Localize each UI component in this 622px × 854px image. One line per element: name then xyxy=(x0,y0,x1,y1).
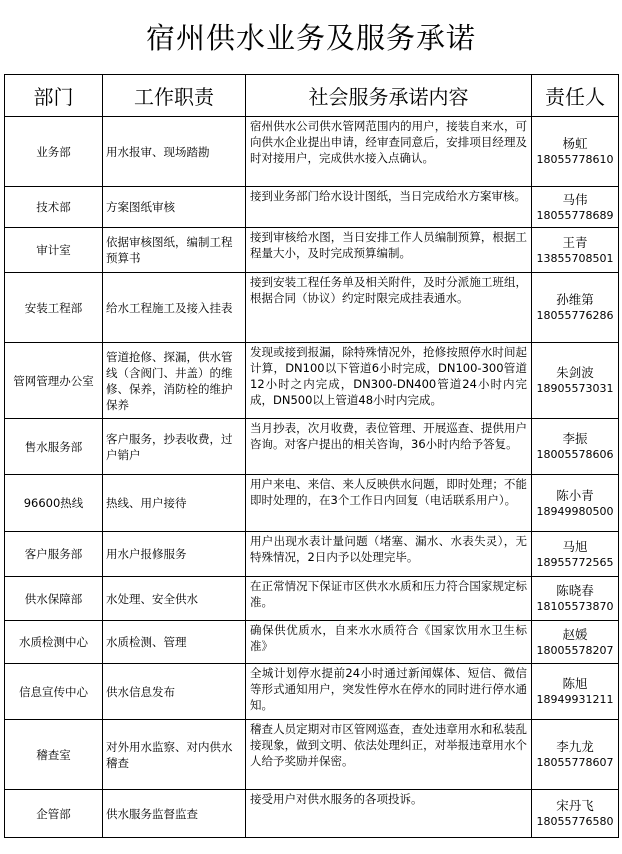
table-row xyxy=(5,475,619,532)
person-phone: 18949931211 xyxy=(536,693,614,706)
person-name: 李振 xyxy=(562,431,588,446)
service-commitment-table xyxy=(4,74,619,838)
person-name: 宋丹飞 xyxy=(556,798,594,813)
person-cell xyxy=(532,419,619,475)
promise-cell: 用户出现水表计量问题（堵塞、漏水、水表失灵），无特殊情况，2日内予以处理完毕。 xyxy=(246,532,532,577)
header-promise: 社会服务承诺内容 xyxy=(246,75,532,117)
header-dept: 部门 xyxy=(5,75,103,117)
promise-cell: 接到安装工程任务单及相关附件，及时分派施工班组，根据合同（协议）约定时限完成挂表通水。 xyxy=(246,273,532,343)
header-person: 责任人 xyxy=(532,75,619,117)
table-row xyxy=(5,532,619,577)
dept-cell: 供水保障部 xyxy=(5,577,103,621)
dept-cell: 客户服务部 xyxy=(5,532,103,577)
person-phone: 18055776286 xyxy=(536,309,614,322)
duty-cell: 水质检测、管理 xyxy=(103,621,246,664)
person-phone: 18055778607 xyxy=(536,756,614,769)
table-row xyxy=(5,117,619,187)
dept-cell: 水质检测中心 xyxy=(5,621,103,664)
person-cell xyxy=(532,343,619,419)
person-name: 孙维第 xyxy=(556,292,594,307)
person-phone: 18055776580 xyxy=(536,815,614,828)
person-name: 朱剑波 xyxy=(556,365,594,380)
person-phone: 18955772565 xyxy=(536,555,614,569)
dept-cell: 技术部 xyxy=(5,187,103,228)
promise-cell: 当月抄表，次月收费，表位管理、开展巡查、提供用户咨询。对客户提出的相关咨询，36小时内给予答复。 xyxy=(246,419,532,475)
person-phone: 18105573870 xyxy=(536,600,614,613)
promise-cell: 全城计划停水提前24小时通过新闻媒体、短信、微信等形式通知用户，突发性停水在停水的同时进行停水通知。 xyxy=(246,664,532,720)
promise-cell: 用户来电、来信、来人反映供水问题，即时处理；不能即时处理的，在3个工作日内回复（电话联系用户）。 xyxy=(246,475,532,532)
duty-cell: 供水服务监督监查 xyxy=(103,790,246,838)
promise-cell: 接到审核给水图，当日安排工作人员编制预算，根据工程量大小，及时完成预算编制。 xyxy=(246,228,532,273)
duty-cell: 用水报审、现场踏勘 xyxy=(103,117,246,187)
table-row xyxy=(5,273,619,343)
duty-cell: 对外用水监察、对内供水稽查 xyxy=(103,720,246,790)
dept-cell: 业务部 xyxy=(5,117,103,187)
person-name: 陈小青 xyxy=(556,487,594,503)
person-cell xyxy=(532,228,619,273)
duty-cell: 供水信息发布 xyxy=(103,664,246,720)
dept-cell: 管网管理办公室 xyxy=(5,343,103,419)
dept-cell: 售水服务部 xyxy=(5,419,103,475)
person-name: 马旭 xyxy=(562,538,588,554)
duty-cell: 用水户报修服务 xyxy=(103,532,246,577)
person-phone: 18949980500 xyxy=(536,504,614,518)
table-row xyxy=(5,720,619,790)
promise-cell: 发现或接到报漏，除特殊情况外，抢修按照停水时间起计算，DN100以下管道6小时完成，DN100-300管道12小时之内完成，DN300-DN400管道24小时内完成，DN500以上管道48小时内完成。 xyxy=(246,343,532,419)
duty-cell: 热线、用户接待 xyxy=(103,475,246,532)
promise-cell: 接到业务部门给水设计图纸，当日完成给水方案审核。 xyxy=(246,187,532,228)
person-phone: 13855708501 xyxy=(536,251,614,265)
promise-cell: 确保供优质水，自来水水质符合《国家饮用水卫生标准》 xyxy=(246,621,532,664)
person-cell xyxy=(532,790,619,838)
dept-cell: 企管部 xyxy=(5,790,103,838)
dept-cell: 审计室 xyxy=(5,228,103,273)
duty-cell: 客户服务，抄表收费，过户销户 xyxy=(103,419,246,475)
header-row xyxy=(5,75,619,117)
promise-cell: 在正常情况下保证市区供水水质和压力符合国家规定标准。 xyxy=(246,577,532,621)
duty-cell: 给水工程施工及接入挂表 xyxy=(103,273,246,343)
person-cell xyxy=(532,117,619,187)
person-phone: 18005578606 xyxy=(536,448,614,461)
person-cell xyxy=(532,475,619,532)
dept-cell: 96600热线 xyxy=(5,475,103,532)
promise-cell: 接受用户对供水服务的各项投诉。 xyxy=(246,790,532,838)
dept-cell: 安装工程部 xyxy=(5,273,103,343)
table-row xyxy=(5,228,619,273)
person-cell xyxy=(532,532,619,577)
table-row xyxy=(5,419,619,475)
table-row xyxy=(5,577,619,621)
promise-cell: 稽查人员定期对市区管网巡查，查处违章用水和私装乱接现象，做到文明、依法处理纠正，对举报违章用水个人给予奖励并保密。 xyxy=(246,720,532,790)
person-cell xyxy=(532,577,619,621)
person-name: 王青 xyxy=(562,234,588,250)
duty-cell: 方案图纸审核 xyxy=(103,187,246,228)
table-row xyxy=(5,621,619,664)
person-name: 李九龙 xyxy=(556,739,594,754)
page-title: 宿州供水业务及服务承诺 xyxy=(145,21,476,55)
dept-cell: 信息宣传中心 xyxy=(5,664,103,720)
person-name: 杨虹 xyxy=(562,136,588,151)
header-duty: 工作职责 xyxy=(103,75,246,117)
person-cell xyxy=(532,664,619,720)
person-name: 赵媛 xyxy=(562,626,588,642)
dept-cell: 稽查室 xyxy=(5,720,103,790)
duty-cell: 管道抢修、探漏，供水管线（含阀门、井盖）的维修、保养，消防栓的维护保养 xyxy=(103,343,246,419)
person-name: 陈晓春 xyxy=(556,583,594,598)
person-phone: 18005578207 xyxy=(536,643,614,657)
person-name: 马伟 xyxy=(562,191,588,207)
promise-cell: 宿州供水公司供水管网范围内的用户，接装自来水，可向供水企业提出申请，经审查同意后，安排项目经理及时对接用户，完成供水接入点确认。 xyxy=(246,117,532,187)
person-phone: 18055778689 xyxy=(536,208,614,222)
table-row xyxy=(5,664,619,720)
person-cell xyxy=(532,187,619,228)
person-cell xyxy=(532,273,619,343)
person-phone: 18055778610 xyxy=(536,153,614,166)
table-row xyxy=(5,343,619,419)
duty-cell: 依据审核图纸，编制工程预算书 xyxy=(103,228,246,273)
table-row xyxy=(5,187,619,228)
duty-cell: 水处理、安全供水 xyxy=(103,577,246,621)
person-cell xyxy=(532,720,619,790)
person-cell xyxy=(532,621,619,664)
person-phone: 18905573031 xyxy=(536,382,614,395)
table-row xyxy=(5,790,619,838)
person-name: 陈旭 xyxy=(562,676,588,691)
